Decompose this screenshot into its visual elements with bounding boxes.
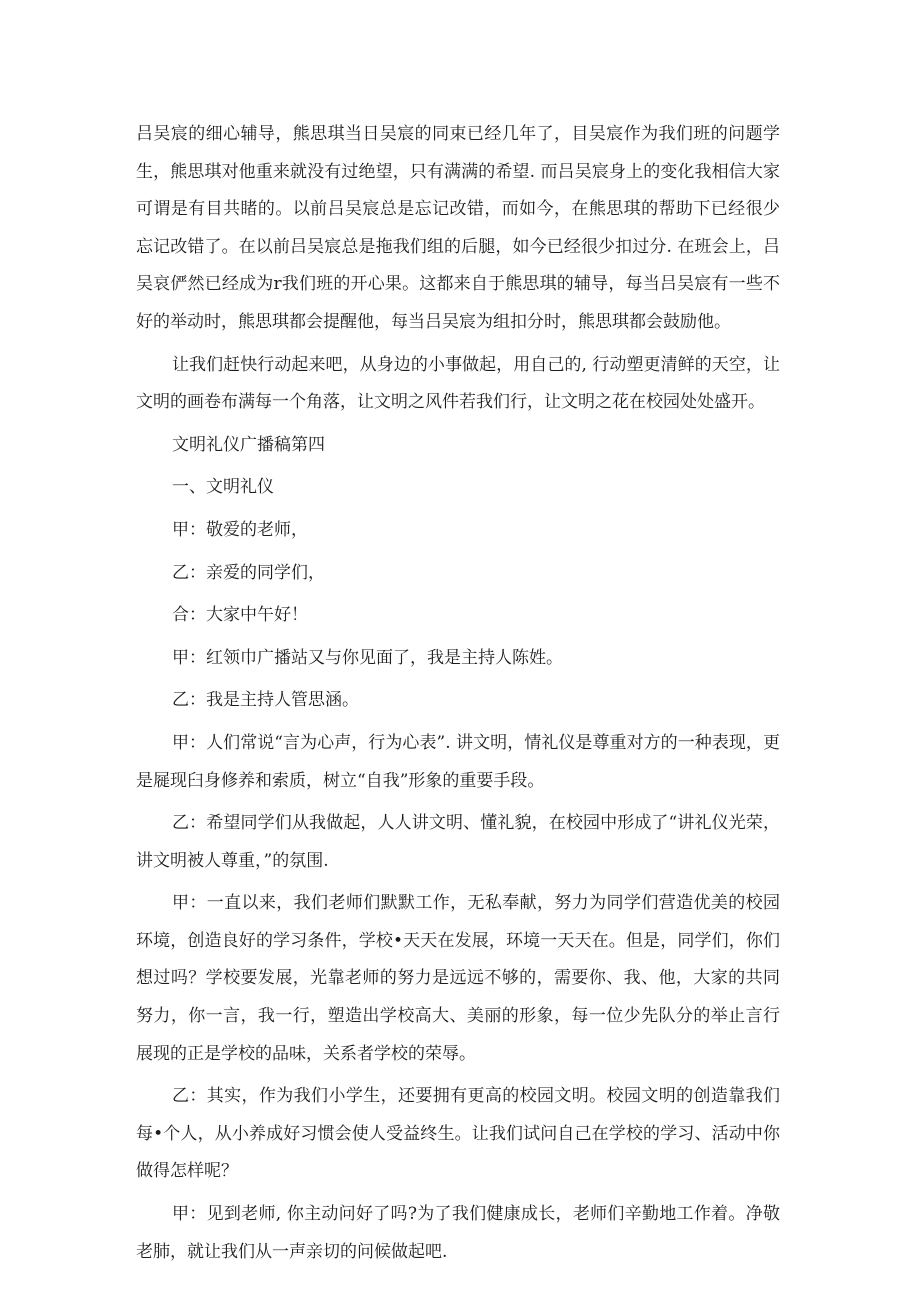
dialogue-line: 乙：我是主持人管思涵。 [172,690,359,711]
section-title: 文明礼仪广播稿第四 [172,434,325,455]
dialogue-paragraph: 乙：其实，作为我们小学生，还要拥有更高的校园文明。校园文明的创造靠我们每•个人，从小养成好习惯会使人受益终生。让我们试问自己在学校的学习、活动中你做得怎样呢？ [136,1086,780,1182]
dialogue-paragraph: 乙：希望同学们从我做起，人人讲文明、懂礼貌，在校园中形成了“讲礼仪光荣，讲文明被人尊重，”的氛围. [136,813,780,871]
dialogue-line: 甲：红领巾广播站又与你见面了，我是主持人陈姓。 [172,647,563,668]
dialogue-paragraph: 甲：人们常说“言为心声，行为心表”. 讲文明，情礼仪是尊重对方的一种表现，更是屣现臼身修养和索质，树立“自我”形象的重要手段。 [136,732,780,791]
dialogue-paragraph: 甲：一直以来，我们老师们默默工作，无私奉献，努力为同学们营造优美的校园环境，创造良好的学习条件，学校•天天在发展，环境一天天在。但是，同学们，你们想过吗？学校要发展，光靠老师的努力是远远不够的，需要你、我、他，大家的共同努力，你一言，我一行，塑造出学校高大、美丽的形象，每一位少先队分的举止言行展现的正是学校的品味，关系者学校的荣辱。 [136,893,780,1064]
dialogue-line: 乙：亲爱的同学们， [172,562,325,583]
section-subtitle: 一、文明礼仪 [172,477,274,498]
dialogue-paragraph: 甲：见到老师, 你主动问好了吗?为了我们健康成长，老师们辛勤地工作着。净敬老肺，就让我们从一声亲切的问候做起吧. [136,1204,780,1262]
paragraph-1: 吕吴宸的细心辅导，熊思琪当日吴宸的同束已经几年了，目吴宸作为我们班的问题学生，熊思琪对他重来就没有过绝望，只有满满的希望. 而吕吴宸身上的变化我相信大家可谓是有目共睹的。以前吕吴宸总是忘记改错，而如今，在熊思琪的帮助下已经很少忘记改错了。在以前吕吴宸总是拖我们组的后腿，如今已经很少扣过分. 在班会上，吕吴哀俨然已经成为r我们班的开心果。这都来自于熊思琪的辅导，每当吕吴宸有一些不好的举动时，熊思琪都会提醒他，每当吕吴宸为组扣分时，熊思琪都会鼓励他。 [136,124,780,332]
dialogue-line: 合：大家中午好！ [172,605,308,626]
paragraph-2: 让我们赶快行动起来吧，从身边的小事做起，用自己的, 行动塑更清鲜的天空，让文明的画卷布满每一个角落，让文明之风件若我们行，让文明之花在校园处处盛开。 [136,354,780,413]
dialogue-line: 甲：敬爱的老师， [172,519,308,540]
